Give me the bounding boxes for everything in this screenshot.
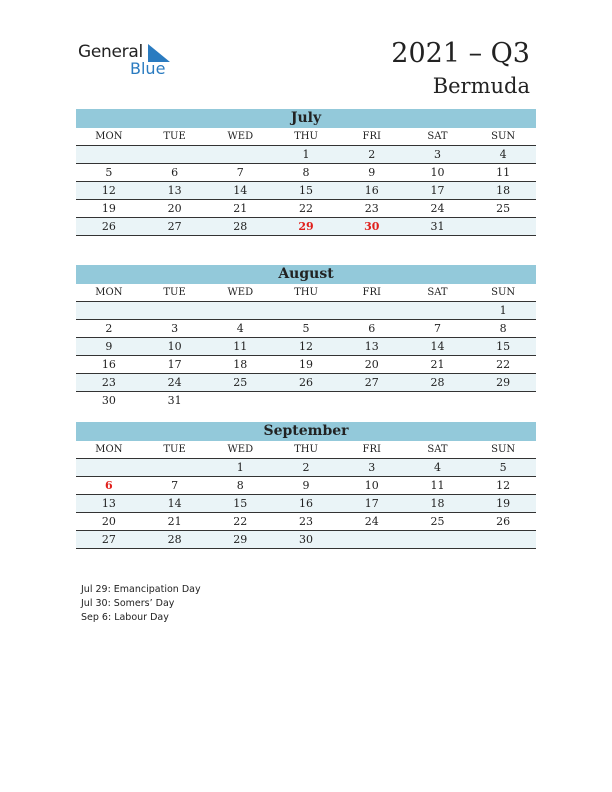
day-cell: 8	[236, 479, 244, 492]
day-cell: 30	[299, 533, 314, 546]
day-cell: 9	[302, 479, 310, 492]
week-row	[76, 320, 536, 338]
day-cell: 12	[496, 479, 511, 492]
day-cell	[142, 302, 208, 319]
day-cell: 7	[433, 322, 441, 335]
day-cell: 2	[302, 461, 310, 474]
day-cell	[405, 302, 471, 319]
day-cell: 4	[499, 148, 507, 161]
day-cell	[273, 302, 339, 319]
week-row	[76, 218, 536, 236]
day-cell: 18	[430, 497, 445, 510]
day-cell	[405, 392, 471, 409]
day-cell: 19	[496, 497, 511, 510]
day-cell: 27	[364, 376, 379, 389]
day-cell: 24	[430, 202, 445, 215]
day-cell	[207, 146, 273, 163]
holiday-note: Jul 30: Somers’ Day	[81, 598, 175, 609]
day-cell: 29	[298, 220, 314, 233]
weekday-label: SUN	[491, 131, 516, 142]
day-cell: 14	[430, 340, 445, 353]
day-cell: 13	[101, 497, 116, 510]
day-cell: 26	[101, 220, 116, 233]
day-cell: 23	[364, 202, 379, 215]
logo-general-text: General	[78, 42, 143, 62]
month-calendar-september	[76, 422, 536, 549]
day-cell: 3	[368, 461, 376, 474]
day-cell: 29	[496, 376, 511, 389]
holiday-note: Jul 29: Emancipation Day	[81, 584, 201, 595]
day-cell: 5	[302, 322, 310, 335]
day-cell: 10	[364, 479, 379, 492]
day-cell	[405, 531, 471, 548]
week-row	[76, 513, 536, 531]
month-calendar-august	[76, 265, 536, 409]
day-cell: 24	[364, 515, 379, 528]
day-cell: 14	[233, 184, 248, 197]
week-row	[76, 146, 536, 164]
weekday-label: FRI	[362, 287, 381, 298]
day-cell: 30	[364, 220, 380, 233]
day-cell	[339, 302, 405, 319]
weekday-label: THU	[294, 131, 318, 142]
day-cell: 23	[299, 515, 314, 528]
day-cell: 29	[233, 533, 248, 546]
day-cell: 26	[299, 376, 314, 389]
day-cell: 13	[167, 184, 182, 197]
day-cell	[207, 392, 273, 409]
day-cell: 21	[233, 202, 248, 215]
day-cell: 27	[101, 533, 116, 546]
day-cell: 13	[364, 340, 379, 353]
day-cell: 6	[105, 479, 113, 492]
week-row	[76, 477, 536, 495]
weekday-label: FRI	[362, 131, 381, 142]
day-cell	[76, 459, 142, 476]
day-cell: 28	[233, 220, 248, 233]
weekday-label: THU	[294, 444, 318, 455]
logo	[78, 42, 188, 82]
weekday-header-row	[76, 128, 536, 146]
weekday-label: SAT	[427, 131, 448, 142]
day-cell	[470, 392, 536, 409]
day-cell: 12	[101, 184, 116, 197]
day-cell: 6	[171, 166, 179, 179]
day-cell: 7	[171, 479, 179, 492]
day-cell: 11	[233, 340, 248, 353]
month-name: September	[76, 422, 536, 441]
day-cell: 22	[233, 515, 248, 528]
day-cell: 16	[364, 184, 379, 197]
weekday-label: MON	[95, 131, 123, 142]
day-cell: 3	[433, 148, 441, 161]
day-cell: 25	[496, 202, 511, 215]
day-cell: 21	[167, 515, 182, 528]
day-cell	[273, 392, 339, 409]
weekday-label: THU	[294, 287, 318, 298]
day-cell	[142, 459, 208, 476]
day-cell: 16	[101, 358, 116, 371]
month-calendar-july	[76, 109, 536, 236]
week-row	[76, 200, 536, 218]
day-cell: 10	[430, 166, 445, 179]
day-cell	[339, 392, 405, 409]
day-cell	[470, 531, 536, 548]
day-cell: 16	[299, 497, 314, 510]
week-row	[76, 182, 536, 200]
day-cell: 1	[499, 304, 507, 317]
day-cell: 20	[167, 202, 182, 215]
day-cell	[76, 146, 142, 163]
day-cell: 20	[101, 515, 116, 528]
week-row	[76, 495, 536, 513]
day-cell: 25	[233, 376, 248, 389]
page-title: 2021 – Q3	[391, 38, 530, 69]
weekday-label: SUN	[491, 287, 516, 298]
weekday-header-row	[76, 284, 536, 302]
weekday-label: TUE	[163, 131, 186, 142]
day-cell: 19	[101, 202, 116, 215]
weekday-label: SAT	[427, 287, 448, 298]
day-cell: 15	[233, 497, 248, 510]
day-cell: 11	[430, 479, 445, 492]
weekday-label: WED	[227, 444, 254, 455]
weekday-label: WED	[227, 287, 254, 298]
day-cell: 15	[496, 340, 511, 353]
day-cell: 31	[430, 220, 445, 233]
month-name: July	[76, 109, 536, 128]
weekday-label: TUE	[163, 444, 186, 455]
weekday-label: SUN	[491, 444, 516, 455]
week-row	[76, 531, 536, 549]
day-cell: 12	[299, 340, 314, 353]
day-cell: 9	[368, 166, 376, 179]
day-cell: 5	[105, 166, 113, 179]
weekday-header-row	[76, 441, 536, 459]
day-cell: 30	[101, 394, 116, 407]
day-cell: 20	[364, 358, 379, 371]
day-cell	[207, 302, 273, 319]
day-cell: 23	[101, 376, 116, 389]
day-cell: 5	[499, 461, 507, 474]
day-cell: 18	[496, 184, 511, 197]
day-cell: 10	[167, 340, 182, 353]
week-row	[76, 392, 536, 409]
week-row	[76, 459, 536, 477]
weekday-label: WED	[227, 131, 254, 142]
day-cell: 17	[364, 497, 379, 510]
day-cell: 1	[302, 148, 310, 161]
day-cell: 6	[368, 322, 376, 335]
day-cell: 3	[171, 322, 179, 335]
day-cell: 28	[167, 533, 182, 546]
day-cell: 9	[105, 340, 113, 353]
holiday-notes	[81, 583, 201, 625]
day-cell: 26	[496, 515, 511, 528]
logo-blue-text: Blue	[130, 59, 166, 78]
day-cell: 17	[430, 184, 445, 197]
day-cell	[339, 531, 405, 548]
day-cell: 1	[236, 461, 244, 474]
day-cell: 22	[299, 202, 314, 215]
day-cell: 2	[368, 148, 376, 161]
day-cell: 4	[236, 322, 244, 335]
day-cell: 14	[167, 497, 182, 510]
day-cell	[470, 218, 536, 235]
weekday-label: MON	[95, 287, 123, 298]
day-cell: 8	[302, 166, 310, 179]
holiday-note: Sep 6: Labour Day	[81, 612, 169, 623]
week-row	[76, 338, 536, 356]
day-cell	[142, 146, 208, 163]
weekday-label: TUE	[163, 287, 186, 298]
day-cell: 18	[233, 358, 248, 371]
day-cell: 25	[430, 515, 445, 528]
month-name: August	[76, 265, 536, 284]
weekday-label: FRI	[362, 444, 381, 455]
day-cell: 7	[236, 166, 244, 179]
day-cell: 24	[167, 376, 182, 389]
day-cell: 21	[430, 358, 445, 371]
day-cell: 28	[430, 376, 445, 389]
week-row	[76, 374, 536, 392]
week-row	[76, 356, 536, 374]
country-subtitle: Bermuda	[432, 74, 530, 98]
day-cell: 19	[299, 358, 314, 371]
day-cell: 27	[167, 220, 182, 233]
day-cell: 8	[499, 322, 507, 335]
day-cell: 11	[496, 166, 511, 179]
day-cell: 31	[167, 394, 182, 407]
day-cell: 17	[167, 358, 182, 371]
day-cell: 22	[496, 358, 511, 371]
day-cell: 2	[105, 322, 113, 335]
weekday-label: SAT	[427, 444, 448, 455]
day-cell: 15	[299, 184, 314, 197]
day-cell	[76, 302, 142, 319]
day-cell: 4	[433, 461, 441, 474]
week-row	[76, 164, 536, 182]
week-row	[76, 302, 536, 320]
weekday-label: MON	[95, 444, 123, 455]
